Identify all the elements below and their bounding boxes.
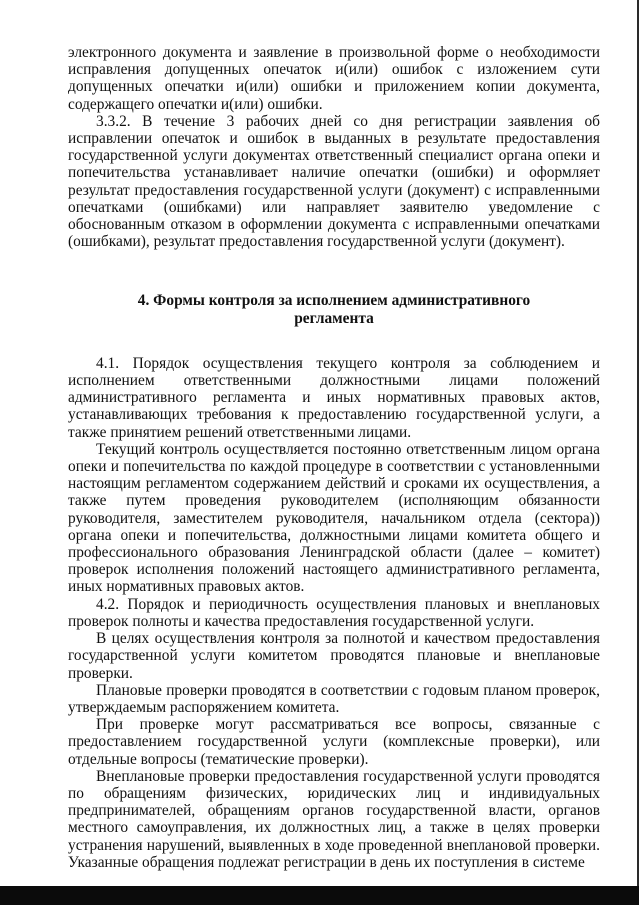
paragraph: В целях осуществления контроля за полнотой и качеством предоставления государственной услуги комитетом проводятся плановые и внеплановые проверки. <box>68 630 600 682</box>
section-heading-line-1: 4. Формы контроля за исполнением административного <box>137 292 531 310</box>
paragraph: Плановые проверки проводятся в соответствии с годовым планом проверок, утверждаемым распоряжением комитета. <box>68 681 600 716</box>
document-body <box>68 44 600 871</box>
scan-border <box>0 886 639 905</box>
paragraph: электронного документа и заявление в произвольной форме о необходимости исправления допущенных опечаток и(или) ошибок с изложением сути допущенных опечатки и(или) ошибки и приложением копии документа, содержащего опечатки и(или) ошибки. <box>68 44 600 113</box>
section-heading-line-2: регламента <box>294 309 374 327</box>
section-3-text <box>68 44 600 250</box>
paragraph: 4.2. Порядок и периодичность осуществления плановых и внеплановых проверок полноты и качества предоставления государственной услуги. <box>68 595 600 630</box>
paragraph: Внеплановые проверки предоставления государственной услуги проводятся по обращениям физических, юридических лиц и индивидуальных предпринимателей, обращениям органов государственной власти, органов местного самоуправления, их должностных лиц, а также в целях проверки устранения нарушений, выявленных в ходе проведенной внеплановой проверки. Указанные обращения подлежат регистрации в день их поступления в системе <box>68 767 600 871</box>
section-heading <box>68 292 600 326</box>
paragraph: 4.1. Порядок осуществления текущего контроля за соблюдением и исполнением ответственными должностными лицами положений административного регламента и иных нормативных правовых актов, устанавливающих требования к предоставлению государственной услуги, а также принятием решений ответственными лицами. <box>68 354 600 441</box>
section-4-text <box>68 355 600 871</box>
paragraph: При проверке могут рассматриваться все вопросы, связанные с предоставлением государственной услуги (комплексные проверки), или отдельные вопросы (тематические проверки). <box>68 716 600 768</box>
paragraph: Текущий контроль осуществляется постоянно ответственным лицом органа опеки и попечительства по каждой процедуре в соответствии с установленными настоящим регламентом содержанием действий и сроками их осуществления, а также путем проведения руководителем (исполняющим обязанности руководителя, заместителем руководителя, начальником отдела (сектора)) органа опеки и попечительства, должностными лицами комитета общего и профессионального образования Ленинградской области (далее – комитет) проверок исполнения положений настоящего административного регламента, иных нормативных правовых актов. <box>68 440 600 596</box>
paragraph: 3.3.2. В течение 3 рабочих дней со дня регистрации заявления об исправлении опечаток и ошибок в выданных в результате предоставления государственной услуги документах ответственный специалист органа опеки и попечительства устанавливает наличие опечатки (ошибки) и оформляет результат предоставления государственной услуги (документ) с исправленными опечатками (ошибками) или направляет заявителю уведомление с обоснованным отказом в оформлении документа с исправленными опечатками (ошибками), результат предоставления государственной услуги (документ). <box>68 112 600 251</box>
